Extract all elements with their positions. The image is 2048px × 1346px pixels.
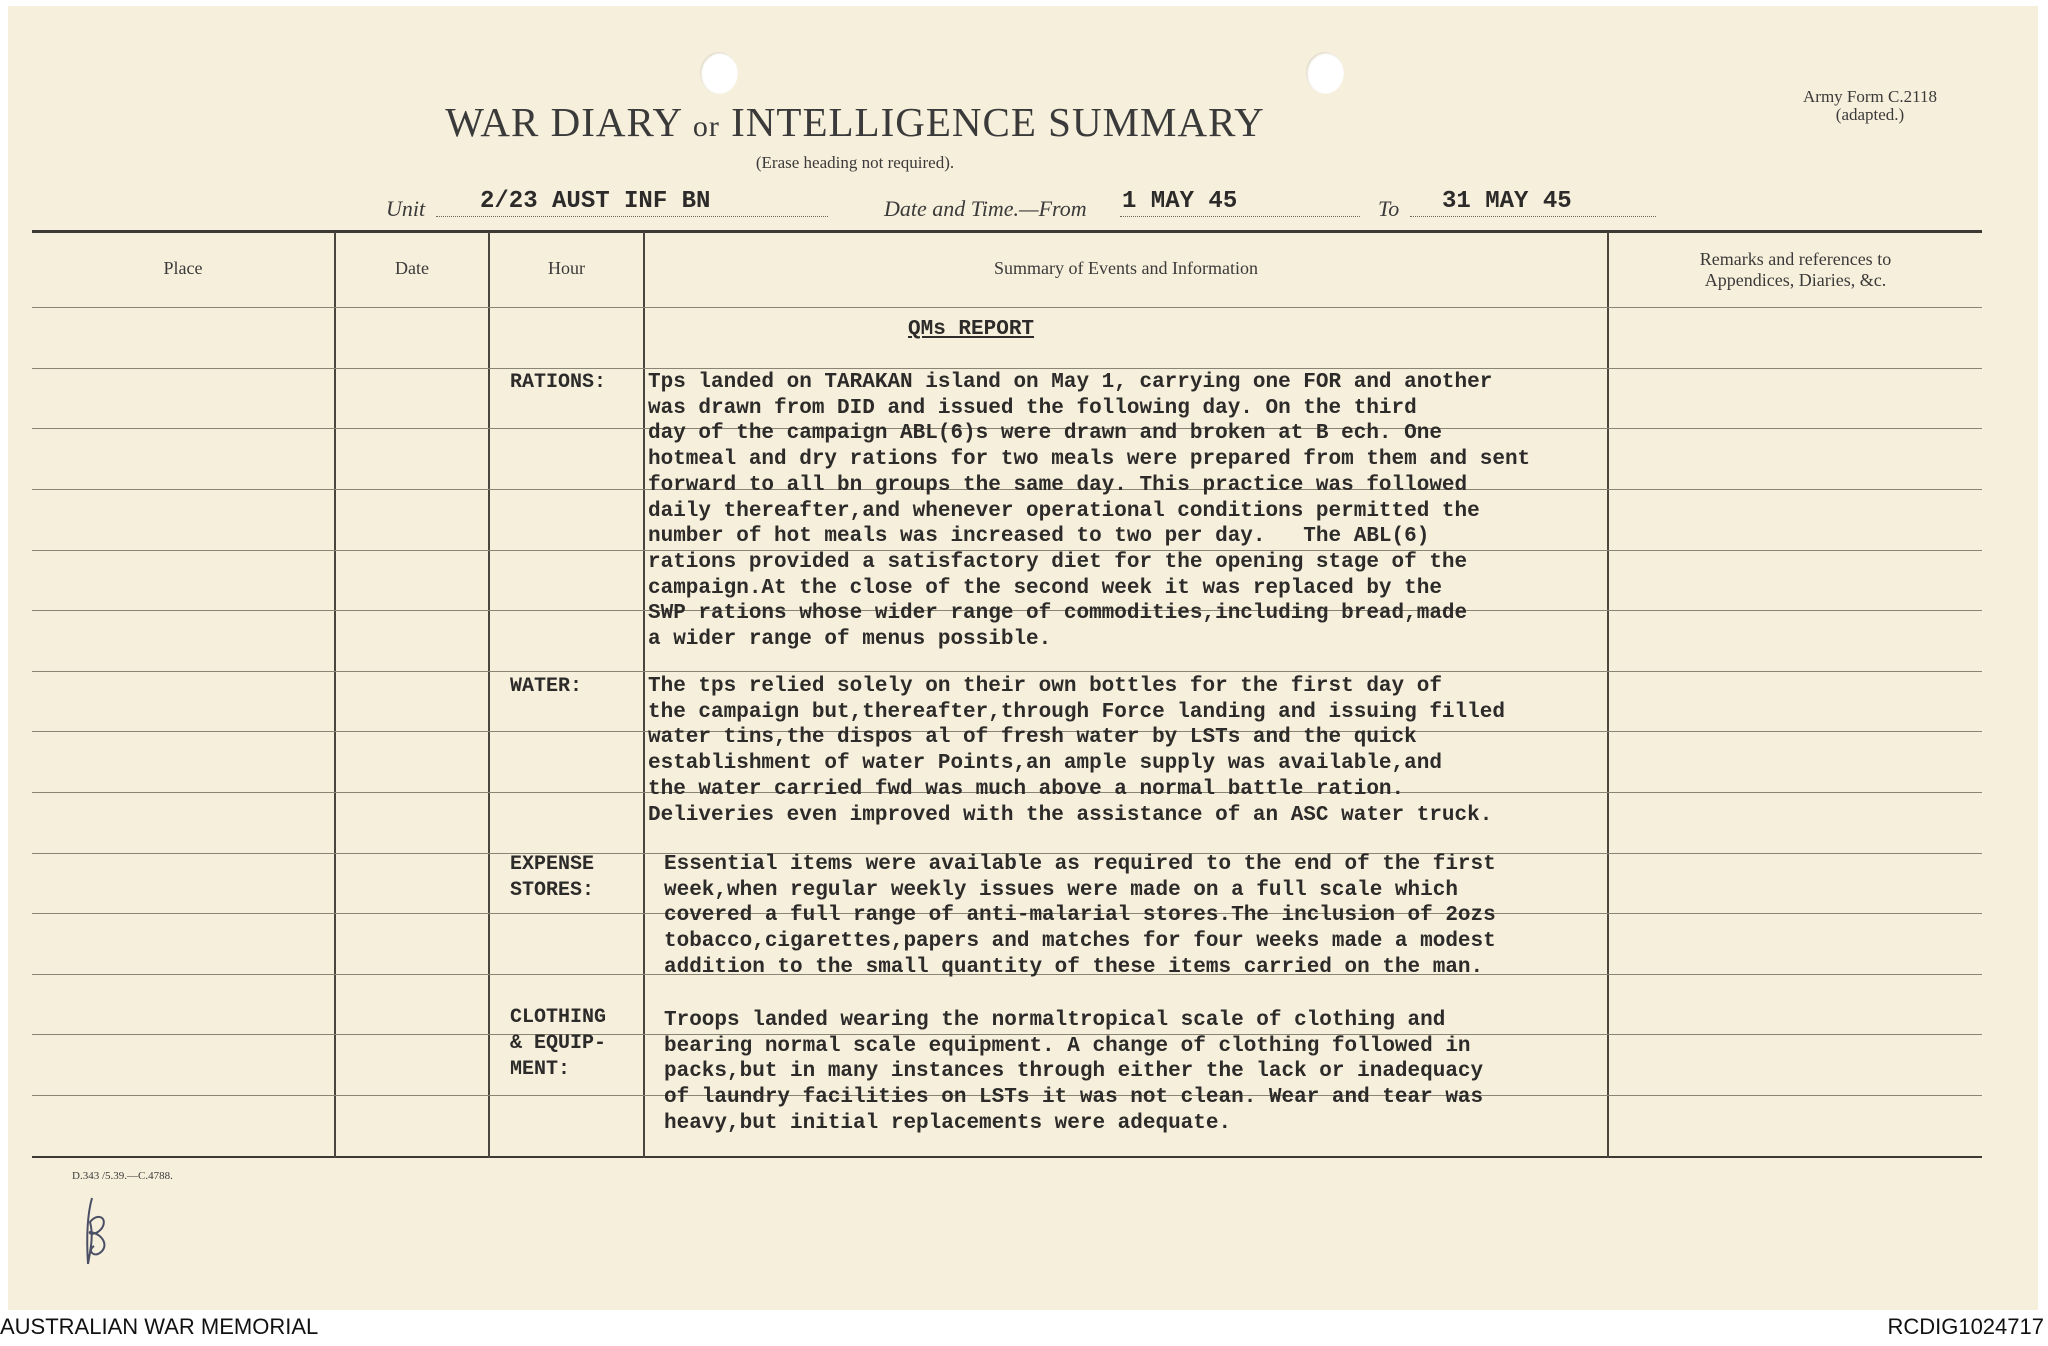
column-divider-summary-remarks: [1607, 232, 1609, 1158]
column-divider-date-hour: [488, 232, 490, 1158]
date-to-label: To: [1378, 196, 1400, 221]
army-form-number: [1760, 88, 1980, 124]
text-line: packs,but in many instances through either the lack or inadequacy: [664, 1060, 1484, 1084]
text-line: campaign.At the close of the second week it was replaced by the: [648, 576, 1442, 600]
date-to-dotted-line: [1410, 216, 1656, 217]
section-label-expense-stores: EXPENSE STORES:: [510, 853, 595, 902]
column-header-date: Date: [395, 258, 429, 278]
text-line: Essential items were available as required to the end of the first: [664, 853, 1496, 876]
report-heading: QMs REPORT: [908, 318, 1035, 341]
text-line: covered a full range of anti-malarial stores.The inclusion of 2ozs: [664, 904, 1496, 928]
title-or: or: [692, 110, 720, 143]
form-title: [0, 98, 1710, 146]
text-line: tobacco,cigarettes,papers and matches for four weeks made a modest: [664, 930, 1496, 954]
date-from-label: Date and Time.—From: [884, 196, 1087, 221]
remarks-header-line-2: Appendices, Diaries, &c.: [1704, 270, 1887, 290]
text-line: heavy,but initial replacements were adequate.: [664, 1111, 1232, 1135]
unit-label: Unit: [386, 196, 426, 221]
text-line: the water carried fwd was much above a normal battle ration.: [648, 777, 1405, 801]
header-row-rule: [32, 307, 1982, 308]
text-line: rations provided a satisfactory diet for the opening stage of the: [648, 550, 1468, 574]
column-divider-place-date: [334, 232, 336, 1158]
text-line: SWP rations whose wider range of commodities,including bread,made: [648, 602, 1468, 626]
ruled-line: [32, 671, 1982, 672]
title-part-1: WAR DIARY: [445, 99, 682, 145]
form-subtitle: (Erase heading not required).: [755, 153, 955, 172]
section-label-water: WATER:: [510, 675, 583, 698]
text-line: establishment of water Points,an ample supply was available,and: [648, 752, 1442, 776]
text-line: week,when regular weekly issues were made on a full scale which: [664, 878, 1458, 902]
date-from-dotted-line: [1120, 216, 1360, 217]
column-header-place: Place: [163, 258, 203, 278]
text-line: of laundry facilities on LSTs it was not clean. Wear and tear was: [664, 1086, 1484, 1110]
text-line: was drawn from DID and issued the following day. On the third: [648, 396, 1417, 420]
text-line: daily thereafter,and whenever operational conditions permitted the: [648, 499, 1480, 523]
title-part-2: INTELLIGENCE SUMMARY: [731, 99, 1265, 145]
text-line: water tins,the dispos al of fresh water by LSTs and the quick: [648, 726, 1417, 750]
text-line: The tps relied solely on their own bottles for the first day of: [648, 675, 1442, 698]
section-text-rations: [648, 370, 1530, 653]
date-from-value: 1 MAY 45: [1122, 188, 1238, 215]
punch-hole-left: [700, 52, 738, 94]
unit-dotted-line: [436, 216, 828, 217]
text-line: a wider range of menus possible.: [648, 628, 1052, 652]
footer-record-id: RCDIG1024717: [1887, 1314, 2044, 1339]
army-form-line-2: (adapted.): [1835, 105, 1905, 124]
text-line: addition to the small quantity of these items carried on the man.: [664, 955, 1484, 979]
section-label-clothing-equipment: CLOTHING & EQUIP- MENT:: [510, 1006, 607, 1081]
army-form-line-1: Army Form C.2118: [1803, 87, 1937, 106]
text-line: bearing normal scale equipment. A change of clothing followed in: [664, 1034, 1471, 1058]
text-line: number of hot meals was increased to two per day. The ABL(6): [648, 525, 1430, 549]
text-line: the campaign but,thereafter,through Force landing and issuing filled: [648, 700, 1505, 724]
date-to-value: 31 MAY 45: [1442, 188, 1572, 215]
handwritten-initials: [78, 1192, 118, 1272]
punch-hole-right: [1306, 52, 1344, 94]
column-header-hour: Hour: [548, 258, 585, 278]
section-text-water: [648, 674, 1505, 828]
unit-value: 2/23 AUST INF BN: [480, 188, 711, 215]
section-text-clothing-equipment: [664, 1008, 1483, 1137]
text-line: hotmeal and dry rations for two meals were prepared from them and sent: [648, 448, 1531, 472]
text-line: Tps landed on TARAKAN island on May 1, carrying one FOR and another: [648, 371, 1493, 394]
column-header-summary: Summary of Events and Information: [994, 258, 1258, 278]
table-bottom-rule: [32, 1156, 1982, 1158]
footer-archive-name: AUSTRALIAN WAR MEMORIAL: [0, 1314, 319, 1339]
print-code: D.343 /5.39.—C.4788.: [72, 1170, 173, 1182]
text-line: Troops landed wearing the normaltropical scale of clothing and: [664, 1009, 1446, 1032]
text-line: forward to all bn groups the same day. This practice was followed: [648, 473, 1468, 497]
table-top-rule: [32, 230, 1982, 233]
text-line: Deliveries even improved with the assistance of an ASC water truck.: [648, 803, 1493, 827]
remarks-header-line-1: Remarks and references to: [1699, 249, 1892, 269]
section-label-rations: RATIONS:: [510, 371, 607, 394]
text-line: day of the campaign ABL(6)s were drawn and broken at B ech. One: [648, 422, 1442, 446]
column-divider-hour-summary: [643, 232, 645, 1158]
ruled-line: [32, 368, 1982, 369]
section-text-expense-stores: [664, 852, 1496, 981]
column-header-remarks: [1609, 249, 1982, 291]
